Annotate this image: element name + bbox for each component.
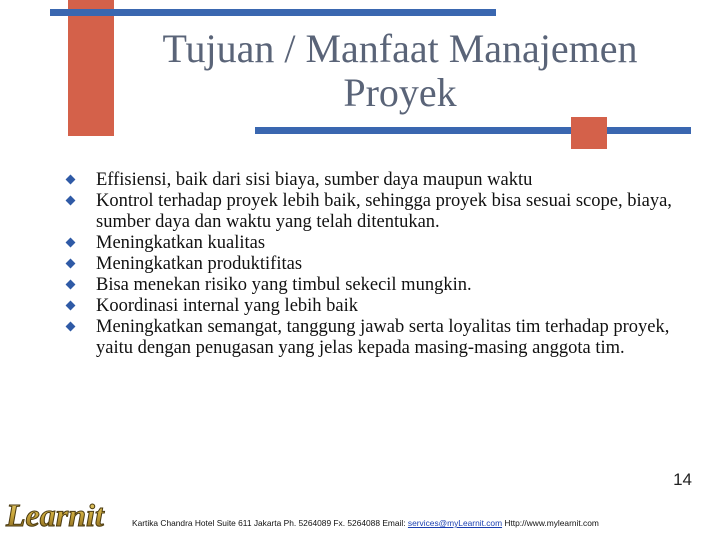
- bullet-list: [64, 170, 684, 359]
- bullet-item: [64, 170, 684, 191]
- bullet-text: Meningkatkan produktifitas: [96, 254, 303, 274]
- slide-title-line-2: Proyek: [343, 70, 457, 115]
- diamond-bullet-icon: [66, 301, 76, 311]
- top-accent-bar: [50, 9, 496, 16]
- bullet-item: [64, 254, 684, 275]
- learnit-logo: [4, 492, 128, 538]
- diamond-bullet-icon: [66, 280, 76, 290]
- footer-website[interactable]: Http://www.mylearnit.com: [504, 518, 599, 528]
- bullet-item: [64, 296, 684, 317]
- bullet-text: Meningkatkan semangat, tanggung jawab serta loyalitas tim terhadap proyek, yaitu dengan penugasan yang jelas kepada masing-masing anggota tim.: [96, 317, 670, 358]
- bullet-text: Bisa menekan risiko yang timbul sekecil mungkin.: [96, 275, 472, 295]
- bullet-item: [64, 317, 684, 359]
- bullet-item: [64, 275, 684, 296]
- orange-accent-block: [68, 0, 114, 136]
- diamond-bullet-icon: [66, 322, 76, 332]
- slide-title: [120, 27, 680, 115]
- bullet-text: Kontrol terhadap proyek lebih baik, sehingga proyek bisa sesuai scope, biaya, sumber daya dan waktu yang telah ditentukan.: [96, 191, 672, 232]
- footer: [132, 518, 712, 528]
- orange-corner-block: [571, 117, 607, 149]
- bullet-item: [64, 191, 684, 233]
- bullet-text: Koordinasi internal yang lebih baik: [96, 296, 359, 316]
- diamond-bullet-icon: [66, 175, 76, 185]
- page-number: 14: [673, 470, 692, 489]
- bullet-item: [64, 233, 684, 254]
- diamond-bullet-icon: [66, 259, 76, 269]
- slide-title-line-1: Tujuan / Manfaat Manajemen: [162, 26, 638, 71]
- footer-email-link[interactable]: services@myLearnit.com: [407, 518, 503, 528]
- bullet-text: Effisiensi, baik dari sisi biaya, sumber daya maupun waktu: [96, 170, 533, 190]
- footer-address: Kartika Chandra Hotel Suite 611 Jakarta Ph. 5264089 Fx. 5264088 Email:: [132, 518, 406, 528]
- bullet-text: Meningkatkan kualitas: [96, 233, 266, 253]
- title-underline-bar: [255, 127, 691, 134]
- diamond-bullet-icon: [66, 238, 76, 248]
- logo-lettering: Learnit: [6, 497, 104, 533]
- diamond-bullet-icon: [66, 196, 76, 206]
